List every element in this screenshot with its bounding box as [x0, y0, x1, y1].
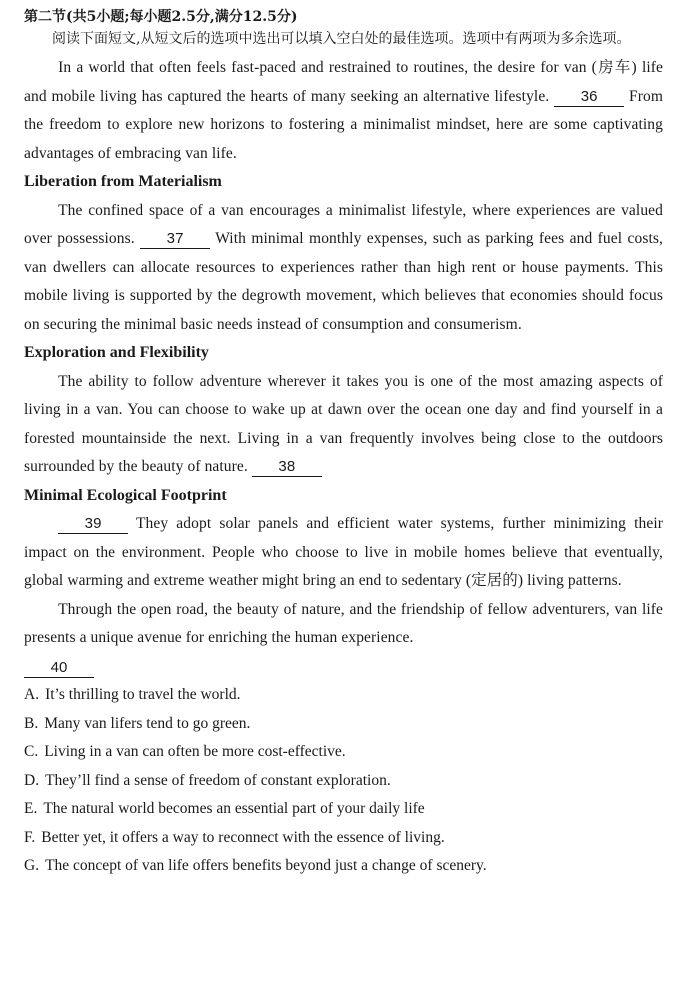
- blank-36: 36: [554, 88, 624, 107]
- option-d: [24, 767, 663, 796]
- option-letter: A.: [24, 686, 40, 703]
- heading-liberation: Liberation from Materialism: [24, 173, 222, 190]
- option-letter: E.: [24, 800, 38, 817]
- exploration-paragraph: [24, 368, 663, 482]
- option-text: It’s thrilling to travel the world.: [45, 686, 241, 703]
- liberation-text-2: With minimal monthly expenses, such as parking fees and fuel costs, van dwellers can allocate resources to experiences rather than high rent or house payments. This mobile living is supported by the degrowth movement, which believes that economies should focus on securing the minimal basic needs instead of consumption and consumerism.: [24, 230, 664, 333]
- intro-text-2: From the freedom to explore new horizons to fostering a minimalist mindset, here are some captivating advantages of embracing van life.: [24, 87, 663, 162]
- liberation-paragraph: [24, 197, 663, 340]
- option-letter: G.: [24, 857, 40, 874]
- section-header: 第二节(共5小题;每小题2.5分,满分12.5分): [24, 9, 298, 25]
- ecological-text-1: They adopt solar panels and efficient water systems, further minimizing their impact on the environment. People who choose to live in mobile homes believe that eventually, global warming and extreme weather might bring an end to sedentary (定居的) living patterns.: [24, 515, 663, 589]
- option-text: They’ll find a sense of freedom of constant exploration.: [45, 771, 391, 789]
- intro-paragraph: [24, 54, 663, 168]
- option-a: [24, 681, 663, 710]
- intro-text-1: In a world that often feels fast-paced and restrained to routines, the desire for van (房车) life and mobile living has captured the hearts of many seeking an alternative lifestyle.: [24, 59, 663, 105]
- blank-40: 40: [24, 659, 94, 678]
- section-directions: 阅读下面短文,从短文后的选项中选出可以填入空白处的最佳选项。选项中有两项为多余选项。: [52, 31, 631, 47]
- liberation-text-1: The confined space of a van encourages a minimalist lifestyle, where experiences are valued over possessions.: [24, 201, 663, 247]
- option-f: [24, 824, 663, 853]
- option-b: [24, 710, 663, 739]
- blank-40-line: [24, 653, 663, 682]
- blank-39: 39: [58, 515, 128, 534]
- heading-exploration: Exploration and Flexibility: [24, 344, 209, 361]
- ecological-paragraph: [24, 510, 663, 596]
- conclusion-paragraph: [24, 596, 663, 653]
- blank-38: 38: [252, 458, 322, 477]
- option-c: [24, 738, 663, 767]
- option-text: Better yet, it offers a way to reconnect with the essence of living.: [41, 828, 445, 846]
- option-text: The natural world becomes an essential part of your daily life: [43, 800, 425, 817]
- option-text: Living in a van can often be more cost-effective.: [44, 743, 346, 760]
- option-e: [24, 795, 663, 824]
- conclusion-text-1: Through the open road, the beauty of nature, and the friendship of fellow adventurers, van life presents a unique avenue for enriching the human experience.: [24, 600, 663, 646]
- option-letter: D.: [24, 771, 40, 789]
- option-letter: F.: [24, 828, 36, 846]
- option-letter: B.: [24, 714, 39, 732]
- blank-37: 37: [140, 230, 210, 249]
- option-text: The concept of van life offers benefits beyond just a change of scenery.: [45, 857, 487, 874]
- option-letter: C.: [24, 743, 39, 760]
- options-list: [24, 681, 663, 881]
- option-g: [24, 852, 663, 881]
- heading-ecological: Minimal Ecological Footprint: [24, 486, 227, 504]
- exploration-text-1: The ability to follow adventure wherever it takes you is one of the most amazing aspects of living in a van. You can choose to wake up at dawn over the ocean one day and find yourself in a forested mountainside the next. Living in a van frequently involves being close to the outdoors surrounded by the beauty of nature.: [24, 372, 663, 475]
- option-text: Many van lifers tend to go green.: [44, 714, 251, 732]
